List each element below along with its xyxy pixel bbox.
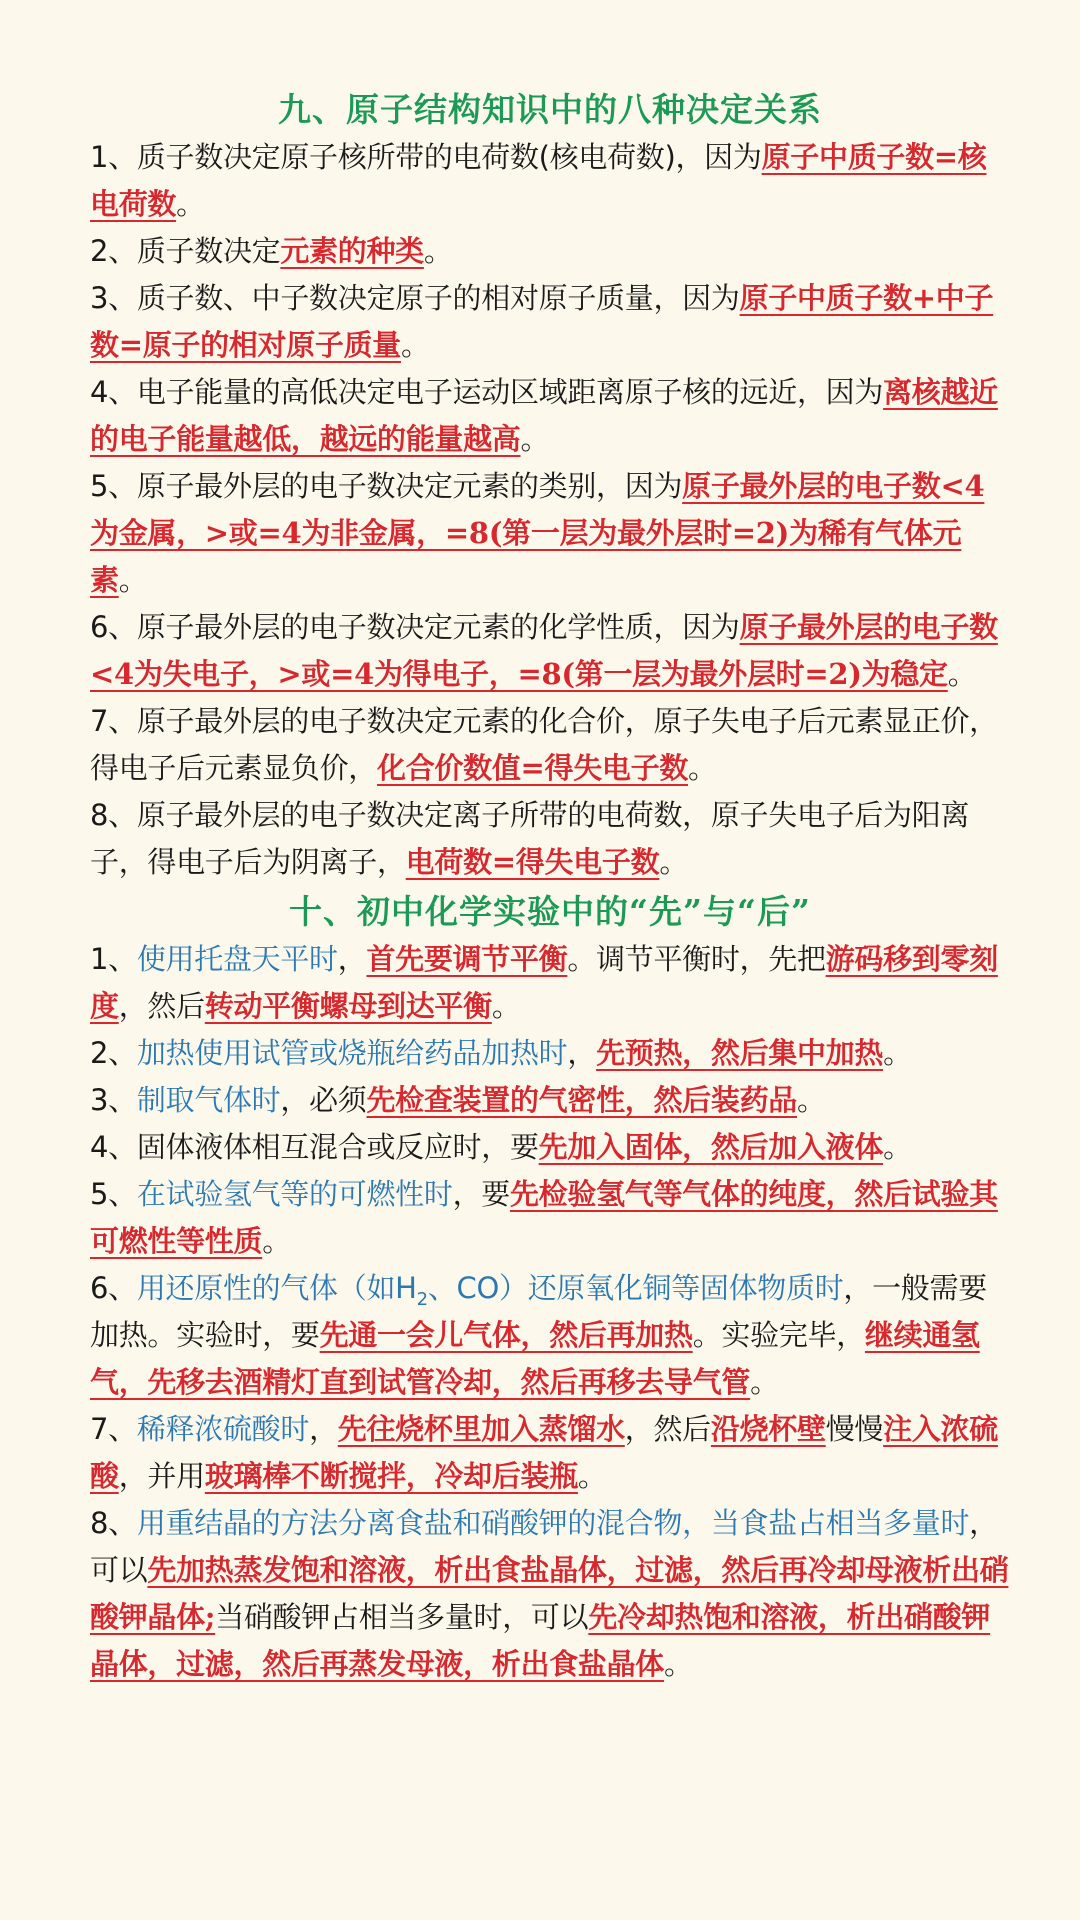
condition-text: 2 bbox=[416, 1288, 428, 1310]
section-9-item-1 bbox=[90, 134, 1010, 228]
key-point: 原子中质子数+中子数=原子的相对原子质量 bbox=[90, 281, 994, 362]
item-text: 4、电子能量的高低决定电子运动区域距离原子核的远近，因为 bbox=[90, 375, 884, 409]
item-text: 。 bbox=[520, 422, 550, 456]
item-text: 6、原子最外层的电子数决定元素的化学性质，因为 bbox=[90, 610, 740, 644]
item-text: 。 bbox=[883, 1036, 912, 1070]
item-text: ，然后 bbox=[118, 989, 205, 1023]
item-text: ，要 bbox=[452, 1177, 510, 1211]
section-9-item-5 bbox=[90, 463, 1010, 604]
item-text: 7、原子最外层的电子数决定元素的化合价，原子失电子后元素显正价，得电子后元素显负价， bbox=[90, 704, 998, 785]
item-text: ， bbox=[309, 1412, 338, 1446]
key-point: 先加热蒸发饱和溶液，析出食盐晶体，过滤，然后再冷却母液析出硝酸钾晶体; bbox=[90, 1553, 1009, 1634]
key-point: 原子最外层的电子数<4为失电子，>或=4为得电子，=8(第一层为最外层时=2)为稳定 bbox=[90, 610, 998, 691]
item-text: 1、质子数决定原子核所带的电荷数(核电荷数)，因为 bbox=[90, 140, 762, 174]
key-point: 先检查装置的气密性，然后装药品 bbox=[366, 1083, 797, 1117]
key-point: 先检验氢气等气体的纯度，然后试验其可燃性等性质 bbox=[90, 1177, 998, 1258]
item-text: ， bbox=[567, 1036, 597, 1070]
item-text: 。 bbox=[491, 989, 521, 1023]
item-text: 5、原子最外层的电子数决定元素的类别，因为 bbox=[90, 469, 683, 503]
item-text: ，并用 bbox=[118, 1459, 205, 1493]
item-text: 4、固体液体相互混合或反应时，要 bbox=[90, 1130, 539, 1164]
item-text: 当硝酸钾占相当多量时，可以 bbox=[215, 1600, 589, 1634]
key-point: 游码移到零刻度 bbox=[90, 942, 998, 1023]
key-point: 注入浓硫酸 bbox=[90, 1412, 998, 1493]
item-text: 。 bbox=[883, 1130, 912, 1164]
item-text: 8、 bbox=[90, 1506, 137, 1540]
condition-text: 加热使用试管或烧瓶给药品加热时 bbox=[136, 1036, 568, 1070]
item-text: 8、原子最外层的电子数决定离子所带的电荷数，原子失电子后为阳离子，得电子后为阴离子， bbox=[90, 798, 970, 879]
item-text: 2、 bbox=[90, 1036, 137, 1070]
section-10-item-7 bbox=[90, 1406, 1010, 1500]
condition-text: 、CO）还原氧化铜等固体物质时 bbox=[427, 1271, 844, 1305]
section-9-title: 九、原子结构知识中的八种决定关系 bbox=[278, 90, 822, 129]
item-text: ，一般需要加热。实验时，要 bbox=[90, 1271, 987, 1352]
section-10-item-4 bbox=[90, 1124, 1010, 1171]
item-text: 7、 bbox=[90, 1412, 137, 1446]
key-point: 元素的种类 bbox=[280, 234, 424, 268]
item-text: 。 bbox=[423, 234, 453, 268]
section-9-item-6 bbox=[90, 604, 1010, 698]
item-text: 。实验完毕， bbox=[692, 1318, 865, 1352]
item-text: 2、质子数决定 bbox=[90, 234, 281, 268]
item-text: 。 bbox=[577, 1459, 607, 1493]
key-point: 转动平衡螺母到达平衡 bbox=[204, 989, 492, 1023]
item-text: 。 bbox=[750, 1365, 779, 1399]
item-text: 。 bbox=[947, 657, 977, 691]
section-10-item-2 bbox=[90, 1030, 1010, 1077]
key-point: 原子中质子数=核电荷数 bbox=[90, 140, 987, 221]
section-10-item-8 bbox=[90, 1500, 1010, 1688]
section-10-item-3 bbox=[90, 1077, 1010, 1124]
item-text: 6、 bbox=[90, 1271, 137, 1305]
condition-text: 用还原性的气体（如H bbox=[136, 1271, 417, 1305]
condition-text: 在试验氢气等的可燃性时 bbox=[136, 1177, 453, 1211]
key-point: 先加入固体，然后加入液体 bbox=[538, 1130, 884, 1164]
item-text: 。 bbox=[797, 1083, 826, 1117]
item-text: ，然后 bbox=[624, 1412, 711, 1446]
item-text: 3、 bbox=[90, 1083, 137, 1117]
condition-text: 使用托盘天平时 bbox=[136, 942, 338, 976]
section-10-item-6 bbox=[90, 1265, 1010, 1406]
section-10-title: 十、初中化学实验中的“先”与“后” bbox=[289, 892, 811, 931]
section-9-list bbox=[90, 134, 1010, 886]
item-text: 慢慢 bbox=[825, 1412, 884, 1446]
item-text: 。 bbox=[176, 187, 205, 221]
item-text: ， bbox=[337, 942, 367, 976]
condition-text: 制取气体时 bbox=[136, 1083, 281, 1117]
key-point: 原子最外层的电子数<4为金属，>或=4为非金属，=8(第一层为最外层时=2)为稀有气体元素 bbox=[90, 469, 985, 597]
condition-text: 用重结晶的方法分离食盐和硝酸钾的混合物，当食盐占相当多量时 bbox=[136, 1506, 970, 1540]
key-point: 沿烧杯壁 bbox=[710, 1412, 826, 1446]
item-text: 。调节平衡时，先把 bbox=[567, 942, 826, 976]
item-text: 。 bbox=[664, 1647, 693, 1681]
key-point: 先往烧杯里加入蒸馏水 bbox=[337, 1412, 625, 1446]
key-point: 先通一会儿气体，然后再加热 bbox=[319, 1318, 693, 1352]
key-point: 电荷数=得失电子数 bbox=[405, 845, 660, 879]
section-9-item-2 bbox=[90, 228, 1010, 275]
section-9-item-3 bbox=[90, 275, 1010, 369]
item-text: 3、质子数、中子数决定原子的相对原子质量，因为 bbox=[90, 281, 740, 315]
section-9-item-7 bbox=[90, 698, 1010, 792]
item-text: 5、 bbox=[90, 1177, 137, 1211]
item-text: 。 bbox=[118, 563, 148, 597]
condition-text: 稀释浓硫酸时 bbox=[136, 1412, 310, 1446]
key-point: 离核越近的电子能量越低，越远的能量越高 bbox=[90, 375, 998, 456]
item-text: ，必须 bbox=[280, 1083, 367, 1117]
item-text: 。 bbox=[401, 328, 430, 362]
section-9-item-8 bbox=[90, 792, 1010, 886]
item-text: ，可以 bbox=[90, 1506, 998, 1587]
section-10-item-1 bbox=[90, 936, 1010, 1030]
key-point: 继续通氢气，先移去酒精灯直到试管冷却，然后再移去导气管 bbox=[90, 1318, 980, 1399]
key-point: 化合价数值=得失电子数 bbox=[377, 751, 689, 785]
item-text: 。 bbox=[688, 751, 717, 785]
section-10-item-5 bbox=[90, 1171, 1010, 1265]
item-text: 。 bbox=[659, 845, 689, 879]
section-10-list bbox=[90, 936, 1010, 1688]
section-9-item-4 bbox=[90, 369, 1010, 463]
key-point: 玻璃棒不断搅拌，冷却后装瓶 bbox=[204, 1459, 578, 1493]
item-text: 。 bbox=[262, 1224, 291, 1258]
key-point: 先预热，然后集中加热 bbox=[596, 1036, 884, 1070]
item-text: 1、 bbox=[90, 942, 137, 976]
key-point: 先冷却热饱和溶液，析出硝酸钾晶体，过滤，然后再蒸发母液，析出食盐晶体 bbox=[90, 1600, 991, 1681]
key-point: 首先要调节平衡 bbox=[366, 942, 568, 976]
